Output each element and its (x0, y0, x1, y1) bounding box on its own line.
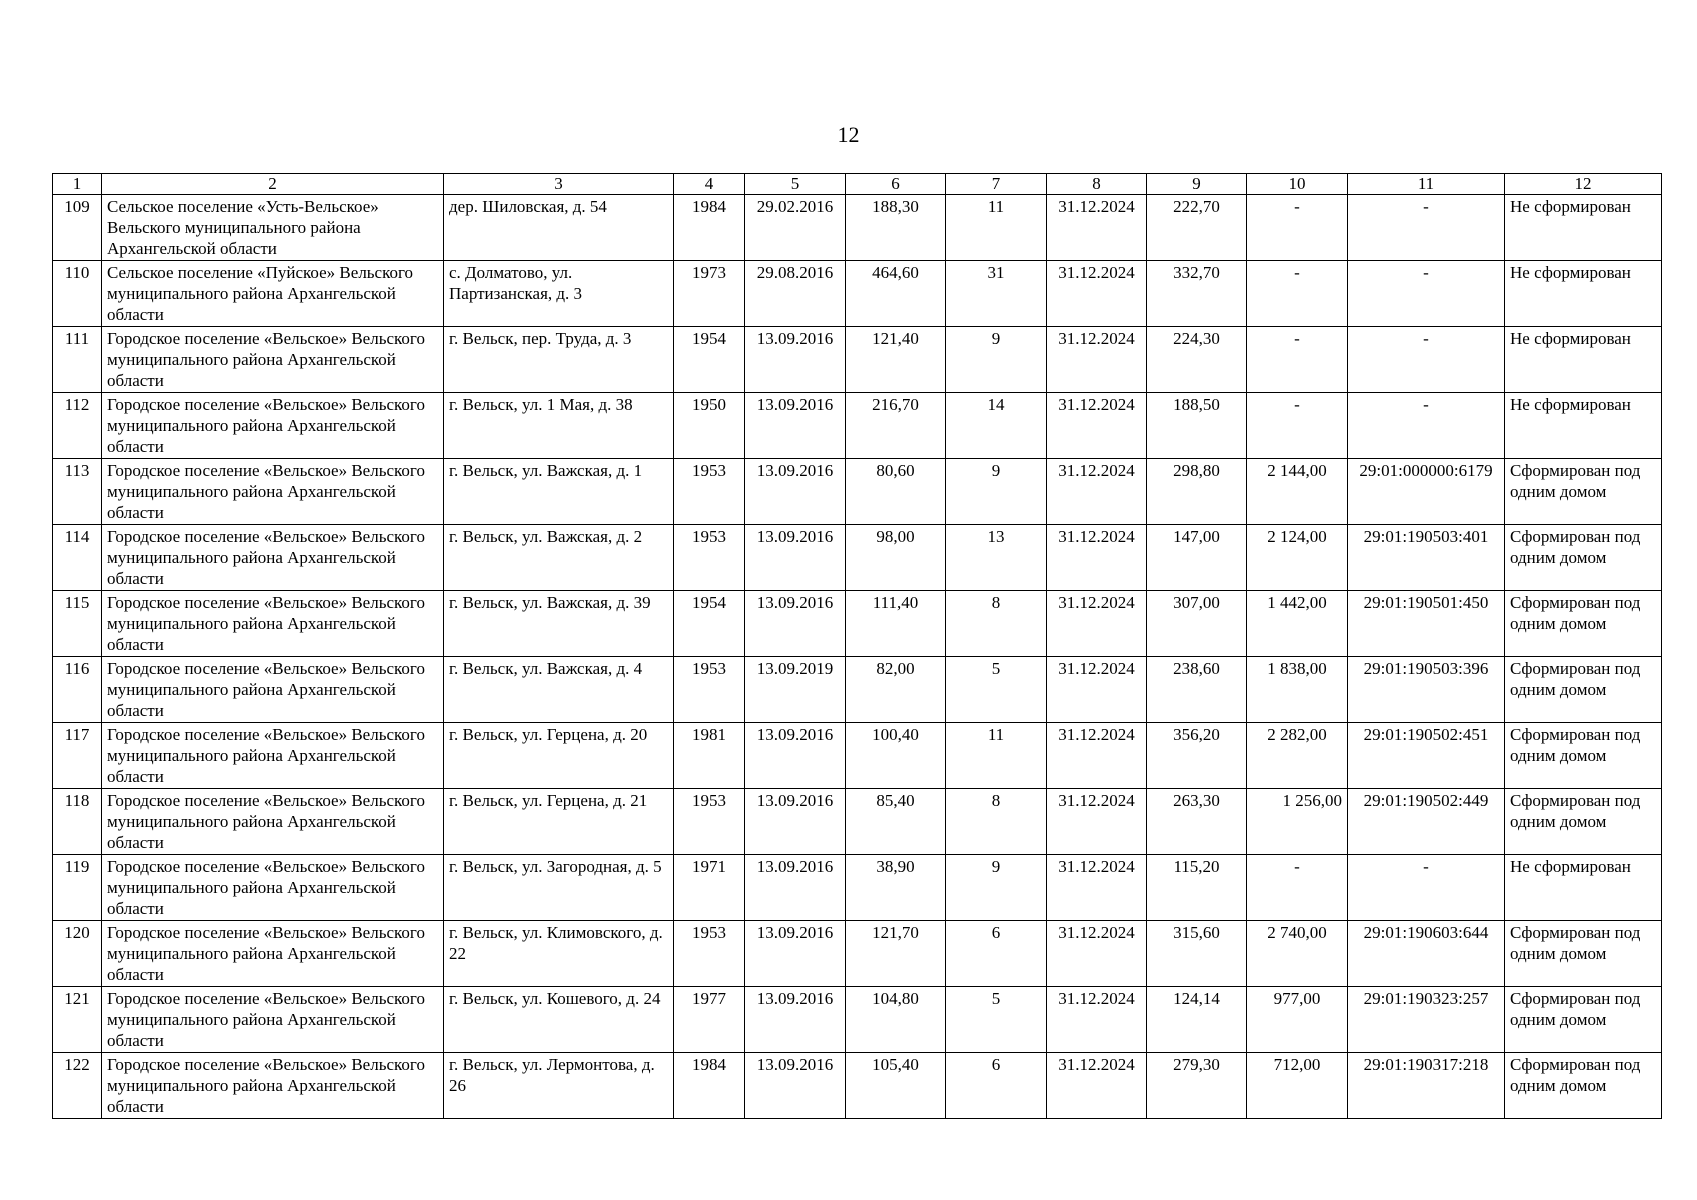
row-number-cell: 121 (53, 987, 102, 1053)
owner-cell: Городское поселение «Вельское» Вельского муниципального района Архангельской области (102, 525, 444, 591)
year-built-cell: 1953 (674, 657, 745, 723)
recognition-date-cell: 29.08.2016 (745, 261, 846, 327)
table-row (53, 459, 1662, 525)
cadastral-number-cell: 29:01:190317:218 (1348, 1053, 1505, 1119)
owner-cell: Городское поселение «Вельское» Вельского муниципального района Архангельской области (102, 393, 444, 459)
living-area-cell: 224,30 (1147, 327, 1247, 393)
land-area-cell: 1 442,00 (1247, 591, 1348, 657)
land-status-cell: Не сформирован (1505, 855, 1662, 921)
column-number-header: 1 (53, 174, 102, 195)
owner-cell: Городское поселение «Вельское» Вельского муниципального района Архангельской области (102, 987, 444, 1053)
owner-cell: Городское поселение «Вельское» Вельского муниципального района Архангельской области (102, 723, 444, 789)
table-row (53, 921, 1662, 987)
living-area-cell: 315,60 (1147, 921, 1247, 987)
address-cell: г. Вельск, ул. Герцена, д. 21 (444, 789, 674, 855)
owner-cell: Городское поселение «Вельское» Вельского муниципального района Архангельской области (102, 591, 444, 657)
deadline-cell: 31.12.2024 (1047, 1053, 1147, 1119)
land-area-cell: - (1247, 327, 1348, 393)
column-number-header: 7 (946, 174, 1047, 195)
residents-cell: 14 (946, 393, 1047, 459)
land-status-cell: Сформирован под одним домом (1505, 459, 1662, 525)
row-number-cell: 112 (53, 393, 102, 459)
land-area-cell: 977,00 (1247, 987, 1348, 1053)
land-status-cell: Не сформирован (1505, 261, 1662, 327)
column-number-header: 5 (745, 174, 846, 195)
table-row (53, 789, 1662, 855)
cadastral-number-cell: 29:01:190502:449 (1348, 789, 1505, 855)
recognition-date-cell: 13.09.2016 (745, 327, 846, 393)
row-number-cell: 114 (53, 525, 102, 591)
address-cell: г. Вельск, ул. 1 Мая, д. 38 (444, 393, 674, 459)
owner-cell: Городское поселение «Вельское» Вельского муниципального района Архангельской области (102, 855, 444, 921)
cadastral-number-cell: - (1348, 393, 1505, 459)
area-cell: 121,40 (846, 327, 946, 393)
area-cell: 104,80 (846, 987, 946, 1053)
land-area-cell: 2 740,00 (1247, 921, 1348, 987)
cadastral-number-cell: 29:01:190503:396 (1348, 657, 1505, 723)
recognition-date-cell: 29.02.2016 (745, 195, 846, 261)
living-area-cell: 279,30 (1147, 1053, 1247, 1119)
area-cell: 82,00 (846, 657, 946, 723)
cadastral-number-cell: 29:01:190323:257 (1348, 987, 1505, 1053)
owner-cell: Городское поселение «Вельское» Вельского муниципального района Архангельской области (102, 657, 444, 723)
table-row (53, 1053, 1662, 1119)
column-number-header: 3 (444, 174, 674, 195)
recognition-date-cell: 13.09.2019 (745, 657, 846, 723)
land-status-cell: Не сформирован (1505, 327, 1662, 393)
table-row (53, 723, 1662, 789)
recognition-date-cell: 13.09.2016 (745, 921, 846, 987)
living-area-cell: 222,70 (1147, 195, 1247, 261)
row-number-cell: 116 (53, 657, 102, 723)
row-number-cell: 118 (53, 789, 102, 855)
residents-cell: 6 (946, 921, 1047, 987)
cadastral-number-cell: - (1348, 855, 1505, 921)
land-status-cell: Сформирован под одним домом (1505, 657, 1662, 723)
living-area-cell: 298,80 (1147, 459, 1247, 525)
land-status-cell: Сформирован под одним домом (1505, 525, 1662, 591)
address-cell: г. Вельск, ул. Важская, д. 2 (444, 525, 674, 591)
living-area-cell: 188,50 (1147, 393, 1247, 459)
area-cell: 216,70 (846, 393, 946, 459)
residents-cell: 5 (946, 987, 1047, 1053)
land-area-cell: 712,00 (1247, 1053, 1348, 1119)
address-cell: г. Вельск, ул. Климовского, д. 22 (444, 921, 674, 987)
column-number-header: 12 (1505, 174, 1662, 195)
cadastral-number-cell: - (1348, 327, 1505, 393)
living-area-cell: 332,70 (1147, 261, 1247, 327)
address-cell: г. Вельск, ул. Важская, д. 1 (444, 459, 674, 525)
land-status-cell: Сформирован под одним домом (1505, 921, 1662, 987)
year-built-cell: 1977 (674, 987, 745, 1053)
housing-registry-table (52, 173, 1662, 1119)
owner-cell: Городское поселение «Вельское» Вельского муниципального района Архангельской области (102, 789, 444, 855)
table-row (53, 525, 1662, 591)
year-built-cell: 1954 (674, 327, 745, 393)
area-cell: 105,40 (846, 1053, 946, 1119)
owner-cell: Сельское поселение «Пуйское» Вельского муниципального района Архангельской области (102, 261, 444, 327)
recognition-date-cell: 13.09.2016 (745, 789, 846, 855)
land-area-cell: - (1247, 855, 1348, 921)
recognition-date-cell: 13.09.2016 (745, 1053, 846, 1119)
cadastral-number-cell: 29:01:190501:450 (1348, 591, 1505, 657)
year-built-cell: 1984 (674, 1053, 745, 1119)
land-status-cell: Не сформирован (1505, 195, 1662, 261)
table-row (53, 261, 1662, 327)
residents-cell: 8 (946, 789, 1047, 855)
area-cell: 121,70 (846, 921, 946, 987)
cadastral-number-cell: - (1348, 261, 1505, 327)
deadline-cell: 31.12.2024 (1047, 987, 1147, 1053)
deadline-cell: 31.12.2024 (1047, 855, 1147, 921)
row-number-cell: 109 (53, 195, 102, 261)
recognition-date-cell: 13.09.2016 (745, 591, 846, 657)
address-cell: г. Вельск, ул. Важская, д. 39 (444, 591, 674, 657)
recognition-date-cell: 13.09.2016 (745, 525, 846, 591)
land-area-cell: 1 838,00 (1247, 657, 1348, 723)
residents-cell: 31 (946, 261, 1047, 327)
deadline-cell: 31.12.2024 (1047, 393, 1147, 459)
recognition-date-cell: 13.09.2016 (745, 855, 846, 921)
address-cell: г. Вельск, ул. Герцена, д. 20 (444, 723, 674, 789)
column-number-header: 10 (1247, 174, 1348, 195)
residents-cell: 11 (946, 723, 1047, 789)
recognition-date-cell: 13.09.2016 (745, 987, 846, 1053)
recognition-date-cell: 13.09.2016 (745, 723, 846, 789)
row-number-cell: 110 (53, 261, 102, 327)
deadline-cell: 31.12.2024 (1047, 195, 1147, 261)
deadline-cell: 31.12.2024 (1047, 723, 1147, 789)
area-cell: 98,00 (846, 525, 946, 591)
deadline-cell: 31.12.2024 (1047, 327, 1147, 393)
owner-cell: Городское поселение «Вельское» Вельского муниципального района Архангельской области (102, 921, 444, 987)
living-area-cell: 124,14 (1147, 987, 1247, 1053)
cadastral-number-cell: - (1348, 195, 1505, 261)
land-area-cell: 1 256,00 (1247, 789, 1348, 855)
land-area-cell: 2 144,00 (1247, 459, 1348, 525)
area-cell: 464,60 (846, 261, 946, 327)
land-status-cell: Сформирован под одним домом (1505, 591, 1662, 657)
table-row (53, 591, 1662, 657)
year-built-cell: 1953 (674, 459, 745, 525)
year-built-cell: 1950 (674, 393, 745, 459)
cadastral-number-cell: 29:01:190503:401 (1348, 525, 1505, 591)
land-area-cell: - (1247, 195, 1348, 261)
deadline-cell: 31.12.2024 (1047, 261, 1147, 327)
column-number-header: 11 (1348, 174, 1505, 195)
owner-cell: Городское поселение «Вельское» Вельского муниципального района Архангельской области (102, 1053, 444, 1119)
land-status-cell: Сформирован под одним домом (1505, 1053, 1662, 1119)
row-number-cell: 119 (53, 855, 102, 921)
land-area-cell: 2 282,00 (1247, 723, 1348, 789)
land-area-cell: - (1247, 393, 1348, 459)
deadline-cell: 31.12.2024 (1047, 921, 1147, 987)
area-cell: 38,90 (846, 855, 946, 921)
address-cell: г. Вельск, ул. Лермонтова, д. 26 (444, 1053, 674, 1119)
row-number-cell: 115 (53, 591, 102, 657)
deadline-cell: 31.12.2024 (1047, 459, 1147, 525)
column-number-header: 4 (674, 174, 745, 195)
column-number-header: 8 (1047, 174, 1147, 195)
address-cell: г. Вельск, ул. Загородная, д. 5 (444, 855, 674, 921)
column-number-header: 2 (102, 174, 444, 195)
residents-cell: 5 (946, 657, 1047, 723)
area-cell: 85,40 (846, 789, 946, 855)
owner-cell: Сельское поселение «Усть-Вельское» Вельского муниципального района Архангельской области (102, 195, 444, 261)
land-area-cell: 2 124,00 (1247, 525, 1348, 591)
living-area-cell: 356,20 (1147, 723, 1247, 789)
recognition-date-cell: 13.09.2016 (745, 459, 846, 525)
table-row (53, 657, 1662, 723)
owner-cell: Городское поселение «Вельское» Вельского муниципального района Архангельской области (102, 459, 444, 525)
row-number-cell: 122 (53, 1053, 102, 1119)
residents-cell: 9 (946, 459, 1047, 525)
column-number-header: 6 (846, 174, 946, 195)
living-area-cell: 115,20 (1147, 855, 1247, 921)
deadline-cell: 31.12.2024 (1047, 657, 1147, 723)
table-row (53, 855, 1662, 921)
residents-cell: 11 (946, 195, 1047, 261)
row-number-cell: 117 (53, 723, 102, 789)
area-cell: 188,30 (846, 195, 946, 261)
land-status-cell: Не сформирован (1505, 393, 1662, 459)
area-cell: 111,40 (846, 591, 946, 657)
address-cell: г. Вельск, пер. Труда, д. 3 (444, 327, 674, 393)
deadline-cell: 31.12.2024 (1047, 525, 1147, 591)
table-row (53, 327, 1662, 393)
residents-cell: 6 (946, 1053, 1047, 1119)
table-row (53, 195, 1662, 261)
address-cell: г. Вельск, ул. Кошевого, д. 24 (444, 987, 674, 1053)
deadline-cell: 31.12.2024 (1047, 591, 1147, 657)
land-status-cell: Сформирован под одним домом (1505, 789, 1662, 855)
area-cell: 80,60 (846, 459, 946, 525)
cadastral-number-cell: 29:01:190502:451 (1348, 723, 1505, 789)
year-built-cell: 1954 (674, 591, 745, 657)
living-area-cell: 147,00 (1147, 525, 1247, 591)
land-area-cell: - (1247, 261, 1348, 327)
land-status-cell: Сформирован под одним домом (1505, 723, 1662, 789)
year-built-cell: 1953 (674, 789, 745, 855)
table-row (53, 987, 1662, 1053)
land-status-cell: Сформирован под одним домом (1505, 987, 1662, 1053)
row-number-cell: 113 (53, 459, 102, 525)
residents-cell: 8 (946, 591, 1047, 657)
year-built-cell: 1984 (674, 195, 745, 261)
column-number-header: 9 (1147, 174, 1247, 195)
year-built-cell: 1953 (674, 525, 745, 591)
living-area-cell: 263,30 (1147, 789, 1247, 855)
residents-cell: 13 (946, 525, 1047, 591)
living-area-cell: 307,00 (1147, 591, 1247, 657)
address-cell: дер. Шиловская, д. 54 (444, 195, 674, 261)
year-built-cell: 1953 (674, 921, 745, 987)
column-number-row (53, 174, 1662, 195)
row-number-cell: 111 (53, 327, 102, 393)
residents-cell: 9 (946, 855, 1047, 921)
cadastral-number-cell: 29:01:000000:6179 (1348, 459, 1505, 525)
row-number-cell: 120 (53, 921, 102, 987)
year-built-cell: 1971 (674, 855, 745, 921)
cadastral-number-cell: 29:01:190603:644 (1348, 921, 1505, 987)
address-cell: с. Долматово, ул. Партизанская, д. 3 (444, 261, 674, 327)
address-cell: г. Вельск, ул. Важская, д. 4 (444, 657, 674, 723)
area-cell: 100,40 (846, 723, 946, 789)
owner-cell: Городское поселение «Вельское» Вельского муниципального района Архангельской области (102, 327, 444, 393)
recognition-date-cell: 13.09.2016 (745, 393, 846, 459)
residents-cell: 9 (946, 327, 1047, 393)
page-number: 12 (837, 122, 860, 147)
deadline-cell: 31.12.2024 (1047, 789, 1147, 855)
living-area-cell: 238,60 (1147, 657, 1247, 723)
year-built-cell: 1981 (674, 723, 745, 789)
year-built-cell: 1973 (674, 261, 745, 327)
table-row (53, 393, 1662, 459)
